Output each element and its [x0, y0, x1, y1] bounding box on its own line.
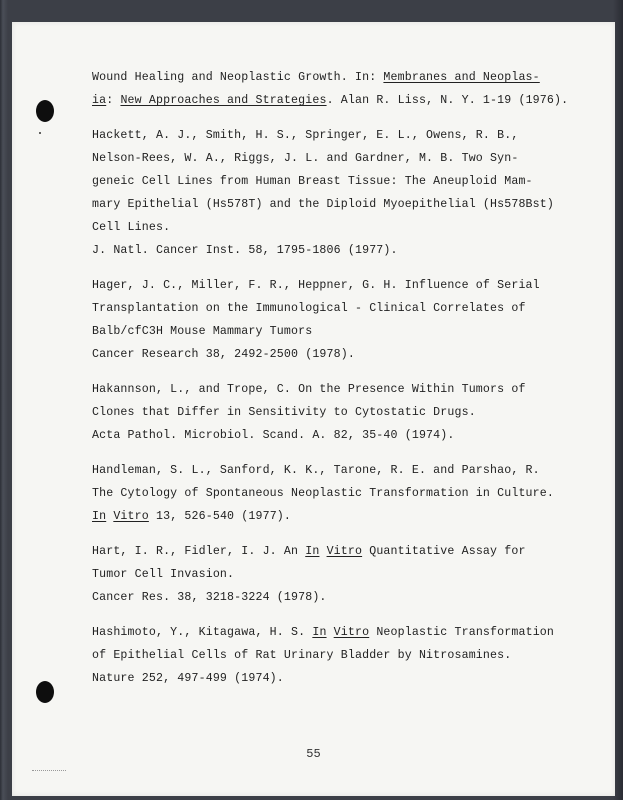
reference-entries	[92, 124, 582, 690]
reference-line	[92, 505, 582, 528]
reference-entry	[92, 459, 582, 528]
reference-line	[92, 274, 582, 297]
binder-hole-top	[36, 100, 54, 122]
underlined-text: In	[312, 626, 327, 639]
reference-line	[92, 124, 582, 147]
reference-line	[92, 424, 582, 447]
reference-line	[92, 216, 582, 239]
text-segment: Clones that Differ in Sensitivity to Cytostatic Drugs.	[92, 406, 476, 419]
text-segment: J. Natl. Cancer Inst. 58, 1795-1806 (1977).	[92, 244, 398, 257]
binder-hole-bottom	[36, 681, 54, 703]
text-segment: Balb/cfC3H Mouse Mammary Tumors	[92, 325, 313, 338]
reference-line	[92, 667, 582, 690]
text-segment: Cancer Research 38, 2492-2500 (1978).	[92, 348, 355, 361]
reference-line	[92, 147, 582, 170]
underlined-text: Vitro	[113, 510, 149, 523]
reference-line	[92, 170, 582, 193]
underlined-text: In	[92, 510, 107, 523]
reference-line	[92, 297, 582, 320]
reference-line	[92, 401, 582, 424]
reference-list	[92, 66, 582, 702]
text-segment: of Epithelial Cells of Rat Urinary Bladder by Nitrosamines.	[92, 649, 512, 662]
scan-speck	[39, 132, 41, 134]
text-segment: mary Epithelial (Hs578T) and the Diploid Myoepithelial (Hs578Bst)	[92, 198, 554, 211]
underlined-text: Vitro	[333, 626, 370, 639]
text-segment: Handleman, S. L., Sanford, K. K., Tarone, R. E. and Parshao, R.	[92, 464, 540, 477]
reference-line	[92, 482, 582, 505]
reference-line	[92, 378, 582, 401]
text-segment: Hart, I. R., Fidler, I. J. An	[92, 545, 306, 558]
text-segment: Wound Healing and Neoplastic Growth. In:	[92, 71, 384, 84]
reference-entry	[92, 274, 582, 366]
text-segment: 13, 526-540 (1977).	[148, 510, 292, 523]
text-segment: Transplantation on the Immunological - Clinical Correlates of	[92, 302, 526, 315]
text-segment: Quantitative Assay for	[362, 545, 526, 558]
reference-line	[92, 193, 582, 216]
text-segment: :	[106, 94, 121, 107]
reference-entry	[92, 124, 582, 262]
text-segment	[327, 626, 334, 639]
reference-line	[92, 644, 582, 667]
underlined-text: Vitro	[326, 545, 363, 558]
reference-line	[92, 320, 582, 343]
document-page	[12, 22, 615, 796]
underlined-text: In	[305, 545, 320, 558]
text-segment: geneic Cell Lines from Human Breast Tissue: The Aneuploid Mam-	[92, 175, 533, 188]
reference-entry	[92, 378, 582, 447]
text-segment: The Cytology of Spontaneous Neoplastic Transformation in Culture.	[92, 487, 554, 500]
text-segment: Hashimoto, Y., Kitagawa, H. S.	[92, 626, 313, 639]
scan-margin-mark	[32, 770, 66, 773]
reference-line	[92, 66, 582, 89]
text-segment	[319, 545, 326, 558]
text-segment: Hakannson, L., and Trope, C. On the Presence Within Tumors of	[92, 383, 526, 396]
page-number: 55	[306, 747, 321, 761]
reference-line	[92, 239, 582, 262]
text-segment: Hager, J. C., Miller, F. R., Heppner, G. H. Influence of Serial	[92, 279, 540, 292]
text-segment: Acta Pathol. Microbiol. Scand. A. 82, 35-40 (1974).	[92, 429, 455, 442]
reference-line	[92, 89, 582, 112]
text-segment: Hackett, A. J., Smith, H. S., Springer, E. L., Owens, R. B.,	[92, 129, 519, 142]
reference-line	[92, 459, 582, 482]
text-segment: Cell Lines.	[92, 221, 171, 234]
underlined-text: ia	[92, 94, 107, 107]
underlined-text: Membranes and Neoplas-	[383, 71, 540, 84]
text-segment: Neoplastic Transformation	[369, 626, 555, 639]
reference-line	[92, 621, 582, 644]
reference-continuation	[92, 66, 582, 112]
text-segment: . Alan R. Liss, N. Y. 1-19 (1976).	[326, 94, 569, 107]
reference-line	[92, 586, 582, 609]
underlined-text: New Approaches and Strategies	[120, 94, 327, 107]
reference-line	[92, 540, 582, 563]
text-segment: Nature 252, 497-499 (1974).	[92, 672, 284, 685]
text-segment: Tumor Cell Invasion.	[92, 568, 235, 581]
text-segment: Nelson-Rees, W. A., Riggs, J. L. and Gardner, M. B. Two Syn-	[92, 152, 519, 165]
reference-line	[92, 343, 582, 366]
reference-entry	[92, 621, 582, 690]
reference-line	[92, 563, 582, 586]
reference-entry	[92, 540, 582, 609]
text-segment: Cancer Res. 38, 3218-3224 (1978).	[92, 591, 327, 604]
